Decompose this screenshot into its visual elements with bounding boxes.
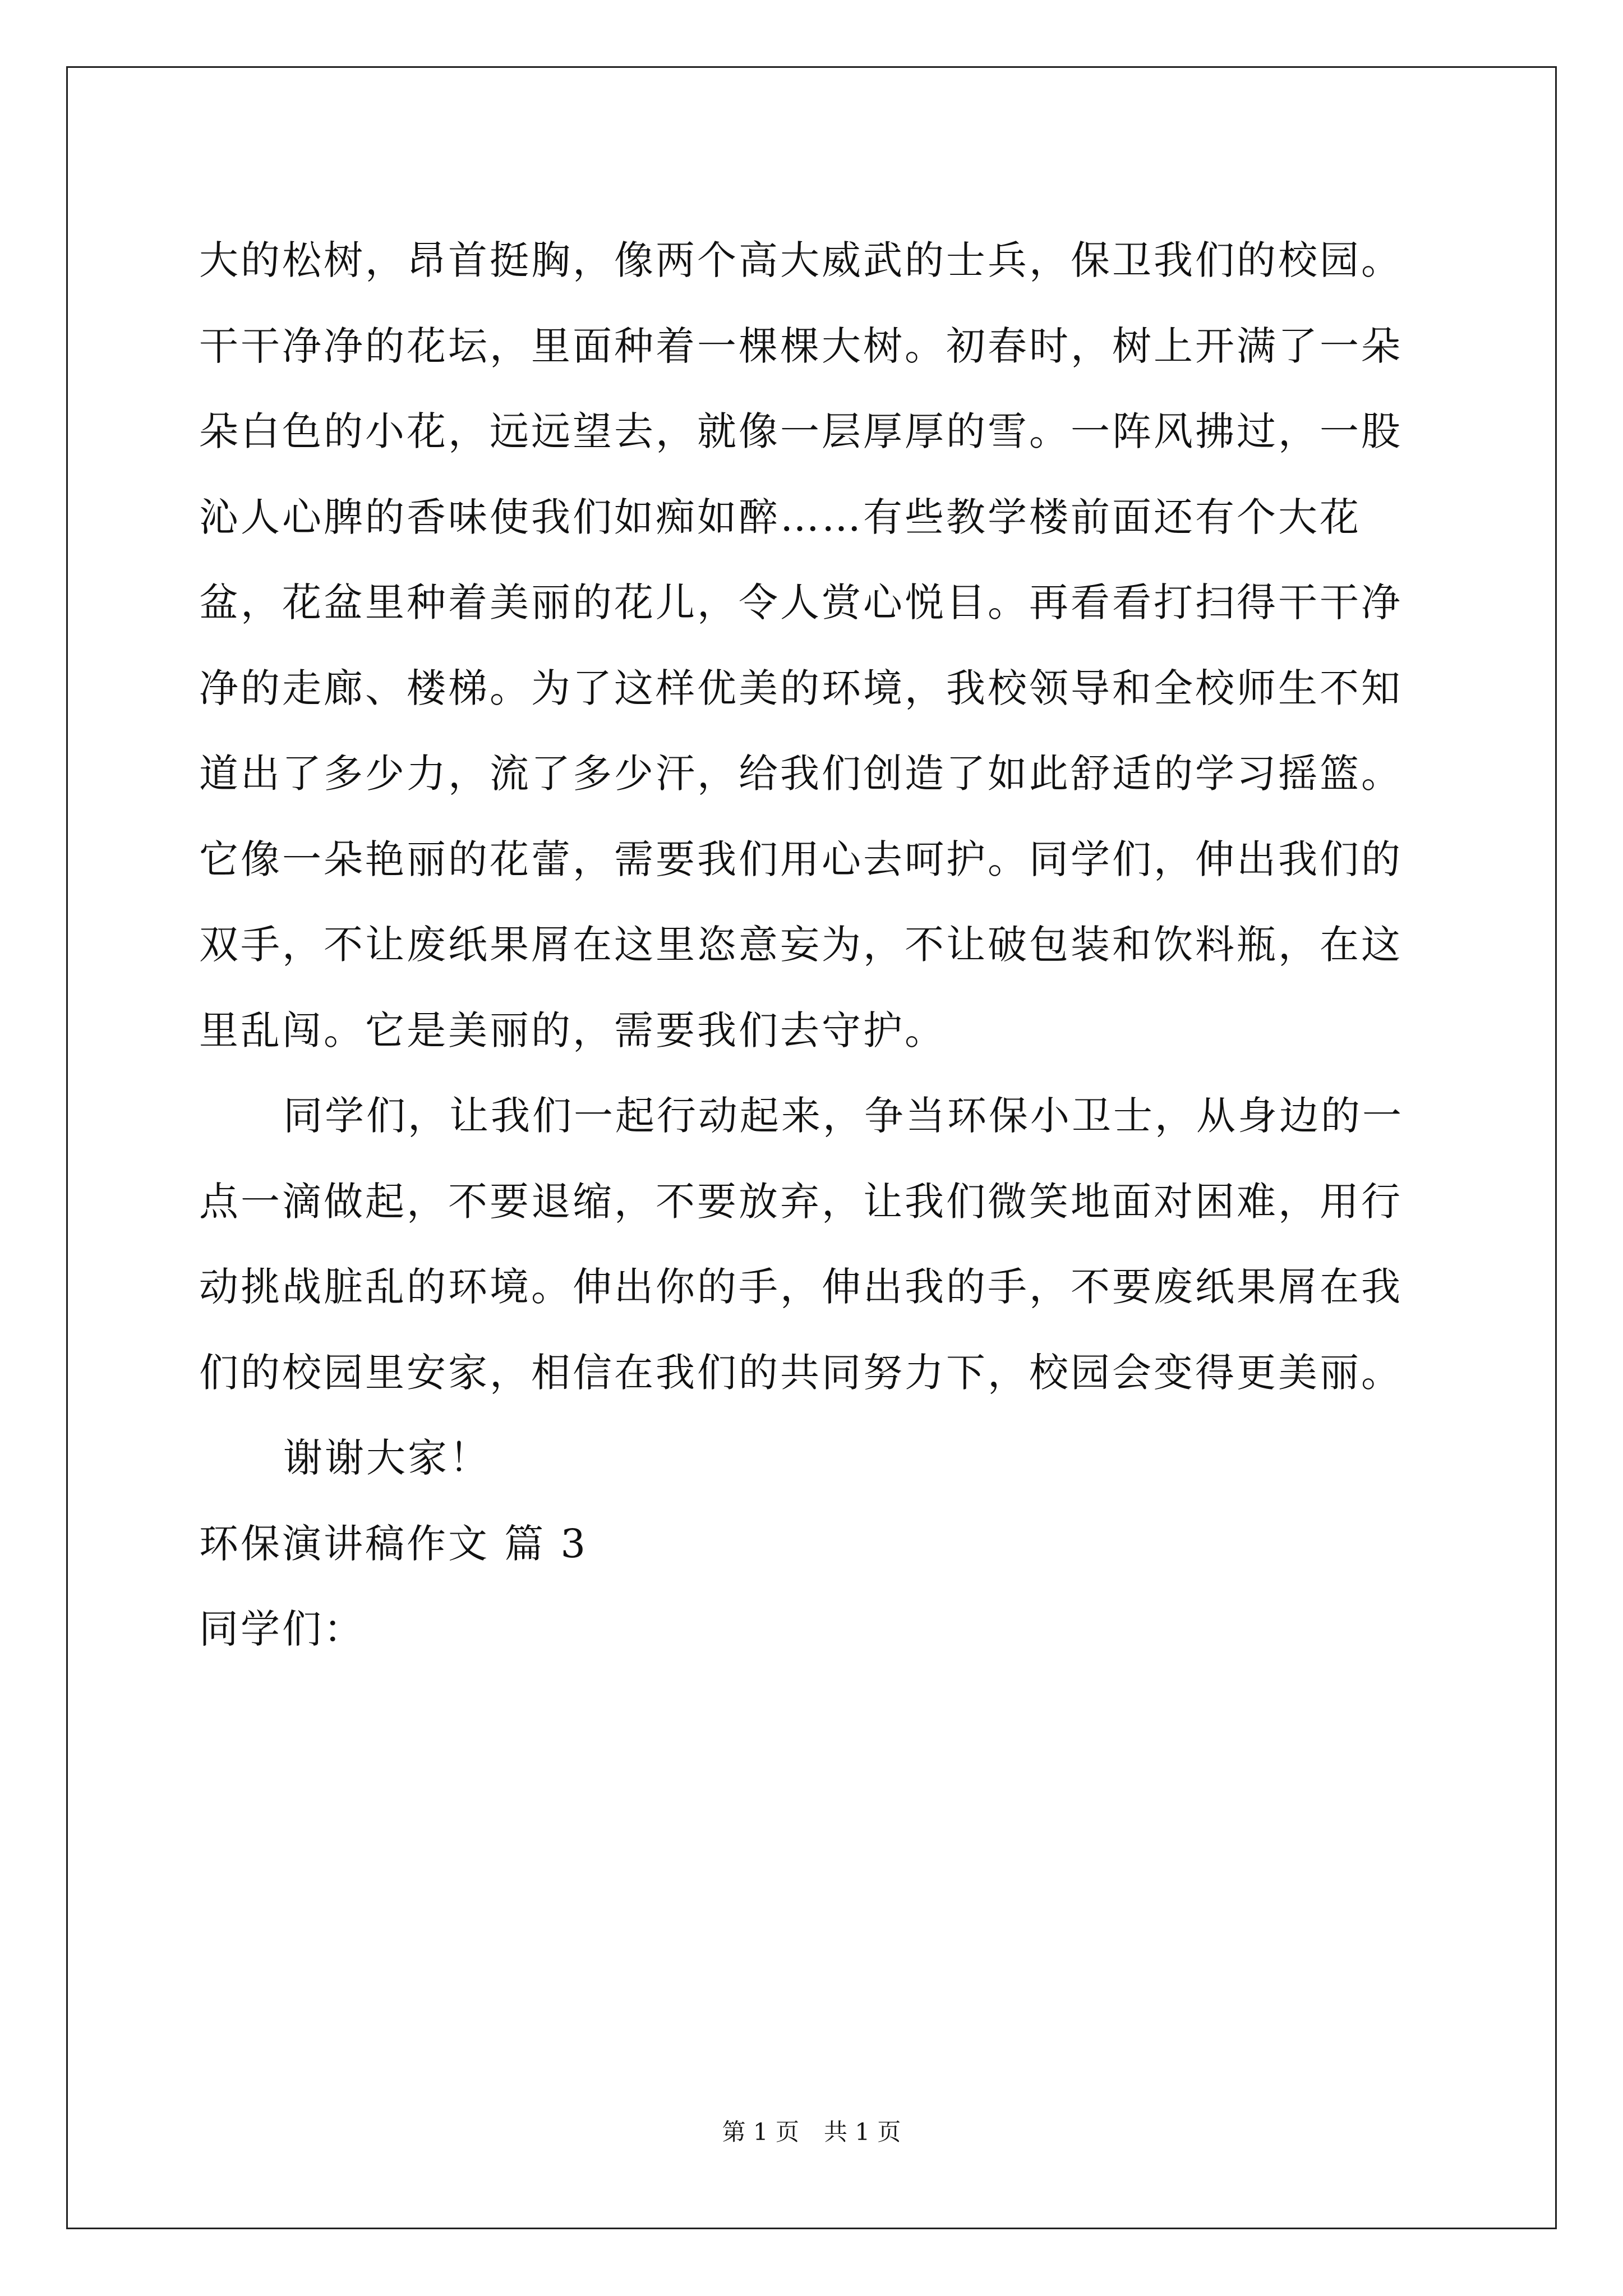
section-heading: 环保演讲稿作文 篇 3 [199, 1520, 588, 1567]
page-number-total: 共 1 页 [824, 2118, 901, 2146]
page-footer [0, 2118, 1623, 2146]
paragraph-call-to-action: 同学们，让我们一起行动起来，争当环保小卫士，从身边的一点一滴做起，不要退缩，不要放弃，让我们微笑地面对困难，用行动挑战脏乱的环境。伸出你的手，伸出我的手，不要废纸果屑在我们的校园里安家，相信在我们的共同努力下，校园会变得更美丽。 [199, 1093, 1404, 1396]
page-number-current: 第 1 页 [722, 2118, 799, 2146]
paragraph-continuation: 大的松树，昂首挺胸，像两个高大威武的士兵，保卫我们的校园。干干净净的花坛，里面种着一棵棵大树。初春时，树上开满了一朵朵白色的小花，远远望去，就像一层厚厚的雪。一阵风拂过，一股沁人心脾的香味使我们如痴如醉……有些教学楼前面还有个大花盆，花盆里种着美丽的花儿，令人赏心悦目。再看看打扫得干干净净的走廊、楼梯。为了这样优美的环境，我校领导和全校师生不知道出了多少力，流了多少汗，给我们创造了如此舒适的学习摇篮。它像一朵艳丽的花蕾，需要我们用心去呵护。同学们，伸出我们的双手，不让废纸果屑在这里恣意妄为，不让破包装和饮料瓶，在这里乱闯。它是美丽的，需要我们去守护。 [199, 237, 1403, 1053]
paragraph-greeting: 同学们： [199, 1606, 365, 1652]
paragraph-thanks: 谢谢大家！ [283, 1435, 491, 1481]
document-body [199, 218, 1422, 1672]
